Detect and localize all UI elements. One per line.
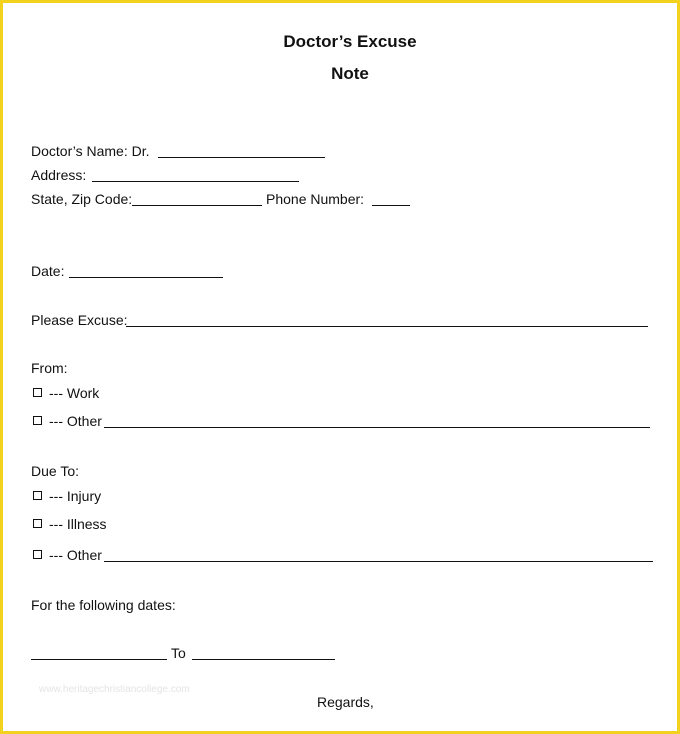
date-blank[interactable] xyxy=(69,277,223,278)
start-date-blank[interactable] xyxy=(31,659,167,660)
from-other-checkbox[interactable] xyxy=(33,416,42,425)
watermark-text: www.heritagechristiancollege.com xyxy=(39,684,190,695)
from-heading: From: xyxy=(31,360,68,376)
due-to-option-injury: --- Injury xyxy=(49,488,102,504)
from-option-work: --- Work xyxy=(49,385,100,401)
please-excuse-blank[interactable] xyxy=(126,326,648,327)
due-to-other-checkbox[interactable] xyxy=(33,550,42,559)
doctor-name-blank[interactable] xyxy=(158,157,325,158)
from-other-blank[interactable] xyxy=(104,427,650,428)
due-to-other-blank[interactable] xyxy=(104,561,653,562)
state-zip-label: State, Zip Code: xyxy=(31,191,133,207)
phone-blank[interactable] xyxy=(372,205,410,206)
date-label: Date: xyxy=(31,263,65,279)
address-label: Address: xyxy=(31,167,87,183)
to-label: To xyxy=(171,645,186,661)
illness-checkbox[interactable] xyxy=(33,519,42,528)
due-to-heading: Due To: xyxy=(31,463,79,479)
due-to-option-illness: --- Illness xyxy=(49,516,107,532)
doctor-name-label: Doctor’s Name: Dr. xyxy=(31,143,150,159)
title-line-1: Doctor’s Excuse xyxy=(283,32,417,51)
from-option-other: --- Other xyxy=(49,413,102,429)
address-blank[interactable] xyxy=(92,181,299,182)
work-checkbox[interactable] xyxy=(33,388,42,397)
end-date-blank[interactable] xyxy=(192,659,335,660)
please-excuse-label: Please Excuse: xyxy=(31,312,128,328)
state-zip-blank[interactable] xyxy=(132,205,262,206)
injury-checkbox[interactable] xyxy=(33,491,42,500)
due-to-option-other: --- Other xyxy=(49,547,102,563)
phone-label: Phone Number: xyxy=(266,191,365,207)
closing-regards: Regards, xyxy=(317,694,374,710)
dates-label: For the following dates: xyxy=(31,597,176,613)
title-line-2: Note xyxy=(331,64,369,83)
